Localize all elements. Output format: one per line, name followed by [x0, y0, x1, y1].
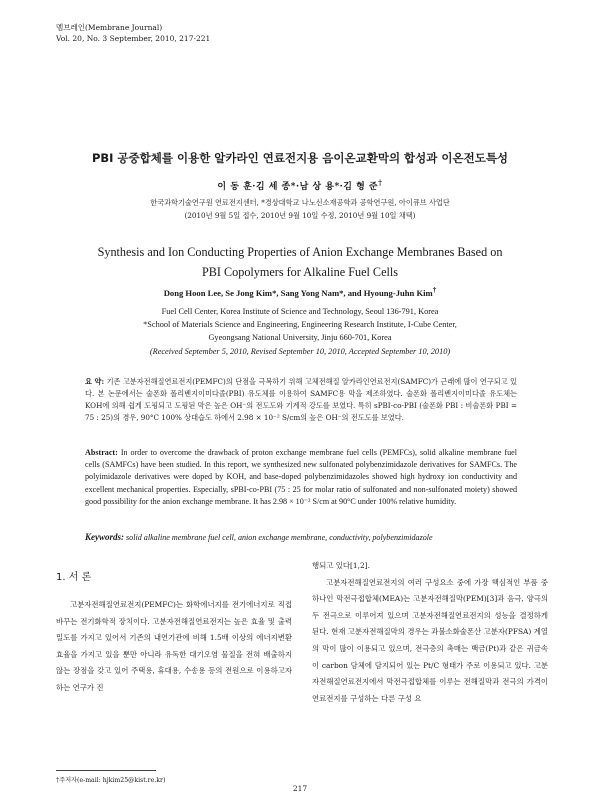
introduction-paragraph-1: 고분자전해질연료전지(PEMFC)는 화학에너지를 전기에너지로 직접 바꾸는 전기화학적 장치이다. 고분자전해질연료전지는 높은 효율 및 출력밀도를 가지고 있어서 기존의 내연기관에 비해 1.5배 이상의 에너지변환 효율을 가지고 있을 뿐만 아니라 유독한 대기오염 물질을 전혀 배출하지 않는 장점을 갖고 있어 주택용, 휴대용, 수송용 등의 전원으로 이용하고자 하는 연구가 진 — [56, 600, 292, 692]
keywords — [85, 532, 517, 542]
korean-authors — [60, 178, 540, 192]
affiliation-line2: *School of Materials Science and Engineering, Engineering Research Institute, I-Cube Center, — [143, 320, 457, 329]
keywords-text: solid alkaline membrane fuel cell, anion exchange membrane, conductivity, polybenzimidazole — [126, 533, 433, 542]
english-title-line1: Synthesis and Ion Conducting Properties of Anion Exchange Membranes Based on — [97, 245, 503, 259]
introduction-paragraph-2: 고분자전해질연료전지의 여러 구성요소 중에 가장 핵심적인 부품 중 하나인 막전극접합체(MEA)는 고분자전해질막(PEM)[3]과 음극, 양극의 두 전극으로 이루어져 있으며 고분자전해질연료전지의 성능을 결정하게 된다. 현재 고분자전해질막의 경우는 과불소화술폰산 고분자(PFSA) 계열의 막이 많이 이용되고 있으며, 전극층의 촉매는 백금(Pt)과 같은 귀금속이 carbon 담체에 담지되어 있는 Pt/C 형태가 주로 이용되고 있다. 고분자전해질연료전지에서 막전극접합체를 이루는 전해질막과 전극의 가격이 연료전지를 구성하는 다른 구성 요 — [312, 577, 548, 703]
korean-abstract-label: 요 약: — [85, 377, 105, 386]
left-column — [56, 558, 292, 697]
keywords-label: Keywords: — [85, 532, 124, 542]
english-corresponding-mark: † — [432, 286, 437, 294]
journal-header — [56, 22, 210, 44]
english-abstract — [85, 447, 517, 508]
affiliation-line3: Gyeongsang National University, Jinju 660-701, Korea — [208, 333, 392, 342]
korean-abstract — [85, 376, 517, 424]
corresponding-author-mark: † — [378, 178, 383, 187]
introduction-paragraph-1-continued: 행되고 있다[1,2]. — [312, 561, 370, 570]
journal-name: 멤브레인(Membrane Journal) — [56, 23, 163, 32]
korean-dates: (2010년 9월 5일 접수, 2010년 9월 10일 수정, 2010년 9월 10일 채택) — [184, 211, 416, 220]
affiliation-line1: Fuel Cell Center, Korea Institute of Science and Technology, Seoul 136-791, Korea — [161, 307, 439, 316]
korean-title: PBI 공중합체를 이용한 알카라인 연료전지용 음이온교환막의 합성과 이온전도특성 — [91, 151, 509, 165]
english-title-line2: PBI Copolymers for Alkaline Fuel Cells — [201, 265, 398, 279]
korean-author-names: 이 동 훈·김 세 종*·남 상 용*·김 형 준 — [217, 182, 379, 192]
footnote-divider — [56, 770, 156, 771]
english-authors — [60, 286, 540, 298]
korean-affiliation: 한국과학기술연구원 연료전지센터, *경상대학교 나노신소재공학과 공학연구원, 아이큐브 사업단 — [150, 198, 450, 207]
korean-abstract-text: 기존 고분자전해질연료전지(PEMFC)의 단점을 극복하기 위해 고체전해질 알카라인연료전지(SAMFC)가 근래에 많이 연구되고 있다. 본 논문에서는 술폰화 폴리벤지이미다졸(PBI) 유도체를 이용하여 SAMFC용 막을 제조하였다. 술폰화 폴리벤지이미다졸 유도체는 KOH에 의해 쉽게 도핑되고 도핑된 막은 높은 OH⁻의 전도도와 기계적 강도를 보였다. 특히 sPBI-co-PBI (술폰화 PBI : 비술폰화 PBI = 75 : 25)의 경우, 90°C 100% 상대습도 하에서 2.98 × 10⁻² S/cm의 높은 OH⁻의 전도도를 보였다. — [85, 377, 517, 422]
section-heading-introduction: 1. 서 론 — [56, 572, 92, 583]
right-column — [312, 558, 548, 707]
page-number: 217 — [292, 784, 308, 793]
footnote-email: †주저자(e-mail: hjkim25@kist.re.kr) — [56, 777, 166, 784]
journal-volume: Vol. 20, No. 3 September, 2010, 217-221 — [56, 34, 211, 43]
received-dates: (Received September 5, 2010, Revised September 10, 2010, Accepted September 10, 2010) — [149, 347, 451, 356]
english-affiliation — [60, 305, 540, 344]
english-abstract-text: In order to overcome the drawback of proton exchange membrane fuel cells (PEMFCs), solid alkaline membrane fuel cells (SAMFCs) have been studied. In this report, we synthesized new sulfonated polybenzimidazole derivatives for SAMFCs. The polyimidazole derivatives were doped by KOH, and base-doped polybenzimidazoles showed high hydroxy ion conductivity and excellent mechanical properties. Especially, sPBI-co-PBI (75 : 25 for molar ratio of sulfonated and non-sulfonated moiety) showed good possibility for the anion exchange membrane. It has 2.98 × 10⁻² S/cm at 90°C under 100% relative humidity. — [85, 448, 517, 506]
english-abstract-label: Abstract: — [85, 448, 118, 457]
english-title — [56, 242, 544, 282]
english-author-names: Dong Hoon Lee, Se Jong Kim*, Sang Yong Nam*, and Hyoung-Juhn Kim — [163, 287, 433, 298]
